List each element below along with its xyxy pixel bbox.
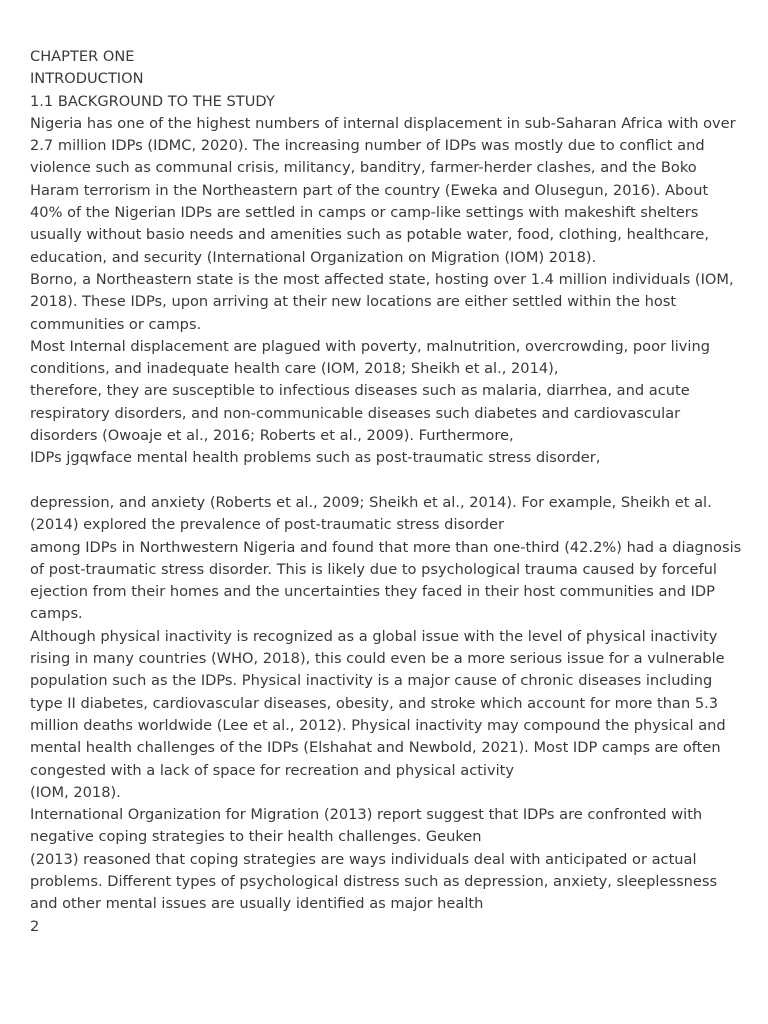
text-line: education, and security (International Organization on Migration (IOM) 2018). — [30, 248, 597, 266]
text-line: Nigeria has one of the highest numbers of internal displacement in sub-Saharan Africa with over — [30, 114, 736, 132]
text-line: Borno, a Northeastern state is the most affected state, hosting over 1.4 million individuals (IOM, — [30, 270, 734, 288]
text-line: mental health challenges of the IDPs (Elshahat and Newbold, 2021). Most IDP camps are often — [30, 739, 721, 757]
text-line: 2.7 million IDPs (IDMC, 2020). The increasing number of IDPs was mostly due to conflict and — [30, 137, 705, 155]
page-number: 2 — [30, 917, 40, 935]
chapter-title: INTRODUCTION — [30, 70, 144, 88]
blank-line — [30, 470, 742, 492]
text-line: conditions, and inadequate health care (IOM, 2018; Sheikh et al., 2014), — [30, 360, 559, 378]
text-line: Most Internal displacement are plagued with poverty, malnutrition, overcrowding, poor living — [30, 337, 710, 355]
text-line: communities or camps. — [30, 315, 202, 333]
section-heading: 1.1 BACKGROUND TO THE STUDY — [30, 92, 275, 110]
text-line: congested with a lack of space for recreation and physical activity — [30, 761, 515, 779]
text-line: usually without basio needs and amenities such as potable water, food, clothing, healthcare, — [30, 226, 710, 244]
text-line: million deaths worldwide (Lee et al., 2012). Physical inactivity may compound the physical and — [30, 716, 726, 734]
text-line: IDPs jgqwface mental health problems such as post-traumatic stress disorder, — [30, 449, 601, 467]
text-line: problems. Different types of psychological distress such as depression, anxiety, sleeplessness — [30, 872, 718, 890]
text-line: Haram terrorism in the Northeastern part of the country (Eweka and Olusegun, 2016). About — [30, 181, 709, 199]
text-line: International Organization for Migration (2013) report suggest that IDPs are confronted with — [30, 806, 703, 824]
text-line: of post-traumatic stress disorder. This is likely due to psychological trauma caused by forceful — [30, 560, 717, 578]
text-line: negative coping strategies to their health challenges. Geuken — [30, 828, 482, 846]
text-line: Although physical inactivity is recognized as a global issue with the level of physical inactivity — [30, 627, 718, 645]
text-line: among IDPs in Northwestern Nigeria and found that more than one-third (42.2%) had a diagnosis — [30, 538, 742, 556]
text-line: type II diabetes, cardiovascular diseases, obesity, and stroke which account for more than 5.3 — [30, 694, 719, 712]
text-line: 2018). These IDPs, upon arriving at their new locations are either settled within the host — [30, 293, 677, 311]
text-line: (2014) explored the prevalence of post-traumatic stress disorder — [30, 516, 505, 534]
text-line: camps. — [30, 605, 83, 623]
text-line: rising in many countries (WHO, 2018), this could even be a more serious issue for a vulnerable — [30, 650, 725, 668]
text-line: disorders (Owoaje et al., 2016; Roberts et al., 2009). Furthermore, — [30, 427, 514, 445]
text-line: ejection from their homes and the uncertainties they faced in their host communities and IDP — [30, 583, 715, 601]
text-line: depression, and anxiety (Roberts et al., 2009; Sheikh et al., 2014). For example, Sheikh et al. — [30, 493, 712, 511]
text-line: therefore, they are susceptible to infectious diseases such as malaria, diarrhea, and acute — [30, 382, 690, 400]
text-line: (IOM, 2018). — [30, 783, 121, 801]
document-page — [30, 46, 742, 938]
text-line: (2013) reasoned that coping strategies are ways individuals deal with anticipated or actual — [30, 850, 697, 868]
text-line: population such as the IDPs. Physical inactivity is a major cause of chronic diseases including — [30, 672, 713, 690]
text-line: respiratory disorders, and non-communicable diseases such diabetes and cardiovascular — [30, 404, 681, 422]
chapter-label: CHAPTER ONE — [30, 48, 135, 65]
text-line: violence such as communal crisis, militancy, banditry, farmer-herder clashes, and the Boko — [30, 159, 697, 177]
text-line: 40% of the Nigerian IDPs are settled in camps or camp-like settings with makeshift shelters — [30, 204, 699, 222]
text-line: and other mental issues are usually identified as major health — [30, 895, 484, 913]
